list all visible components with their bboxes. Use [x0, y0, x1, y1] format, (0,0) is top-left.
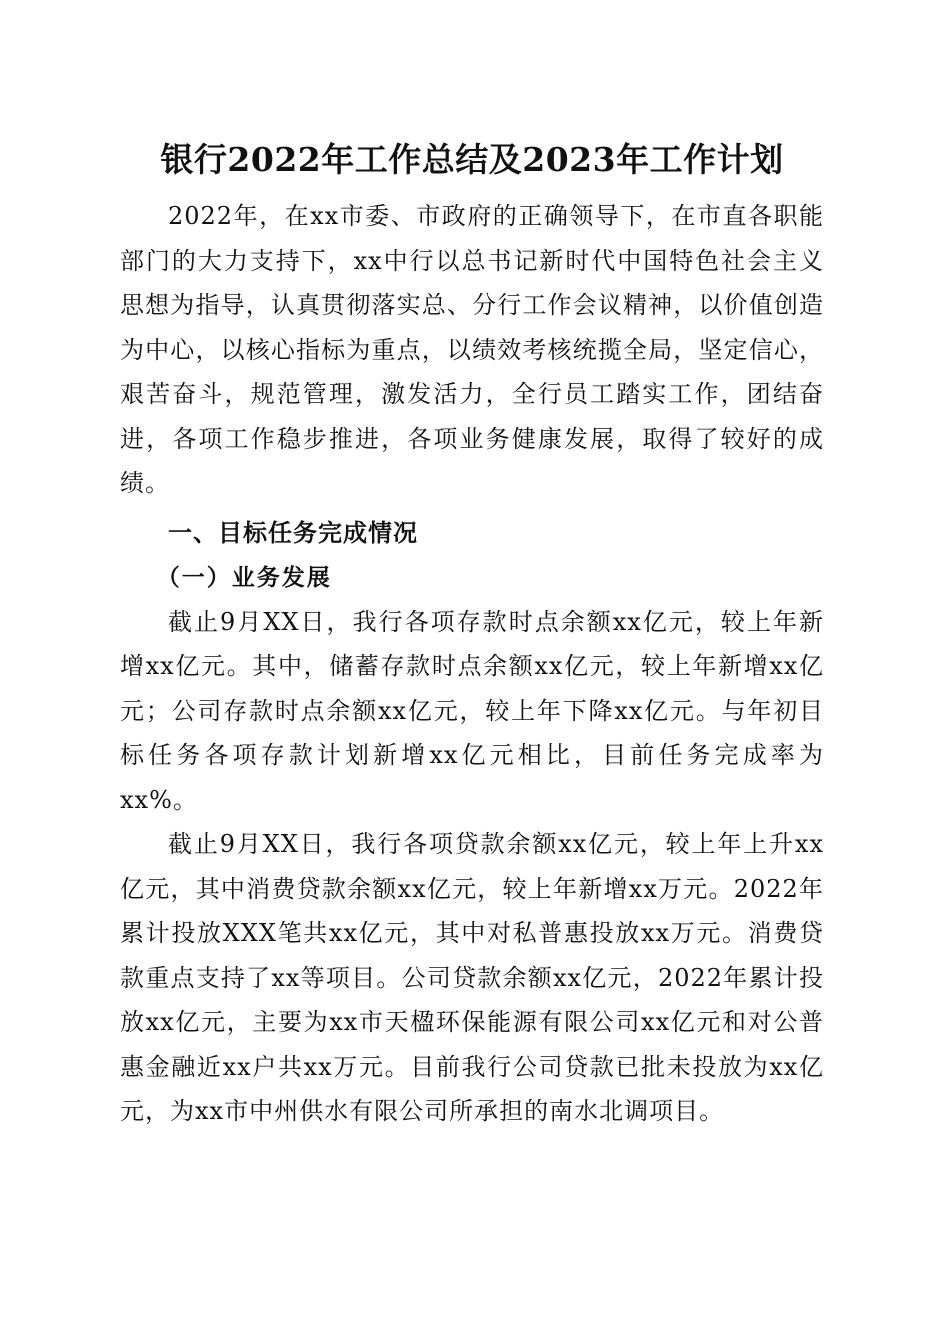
deposits-paragraph: 截止9月XX日，我行各项存款时点余额xx亿元，较上年新增xx亿元。其中，储蓄存款时点余额xx亿元，较上年新增xx亿元；公司存款时点余额xx亿元，较上年下降xx亿元。与年初目标任务各项存款计划新增xx亿元相比，目前任务完成率为xx%。: [120, 607, 824, 814]
document-title: 银行2022年工作总结及2023年工作计划: [160, 140, 784, 179]
subsection-heading-business: （一）业务发展: [156, 563, 332, 591]
loans-paragraph: 截止9月XX日，我行各项贷款余额xx亿元，较上年上升xx亿元，其中消费贷款余额xx亿元，较上年新增xx万元。2022年累计投放XXX笔共xx亿元，其中对私普惠投放xx万元。消费贷款重点支持了xx等项目。公司贷款余额xx亿元，2022年累计投放xx亿元，主要为xx市天楹环保能源有限公司xx亿元和对公普惠金融近xx户共xx万元。目前我行公司贷款已批未投放为xx亿元，为xx市中州供水有限公司所承担的南水北调项目。: [120, 830, 824, 1125]
document-body: [120, 132, 824, 1134]
section-heading-targets: 一、目标任务完成情况: [168, 518, 418, 547]
intro-paragraph: 2022年，在xx市委、市政府的正确领导下，在市直各职能部门的大力支持下，xx中行以总书记新时代中国特色社会主义思想为指导，认真贯彻落实总、分行工作会议精神，以价值创造为中心，以核心指标为重点，以绩效考核统揽全局，坚定信心，艰苦奋斗，规范管理，激发活力，全行员工踏实工作，团结奋进，各项工作稳步推进，各项业务健康发展，取得了较好的成绩。: [120, 202, 824, 497]
